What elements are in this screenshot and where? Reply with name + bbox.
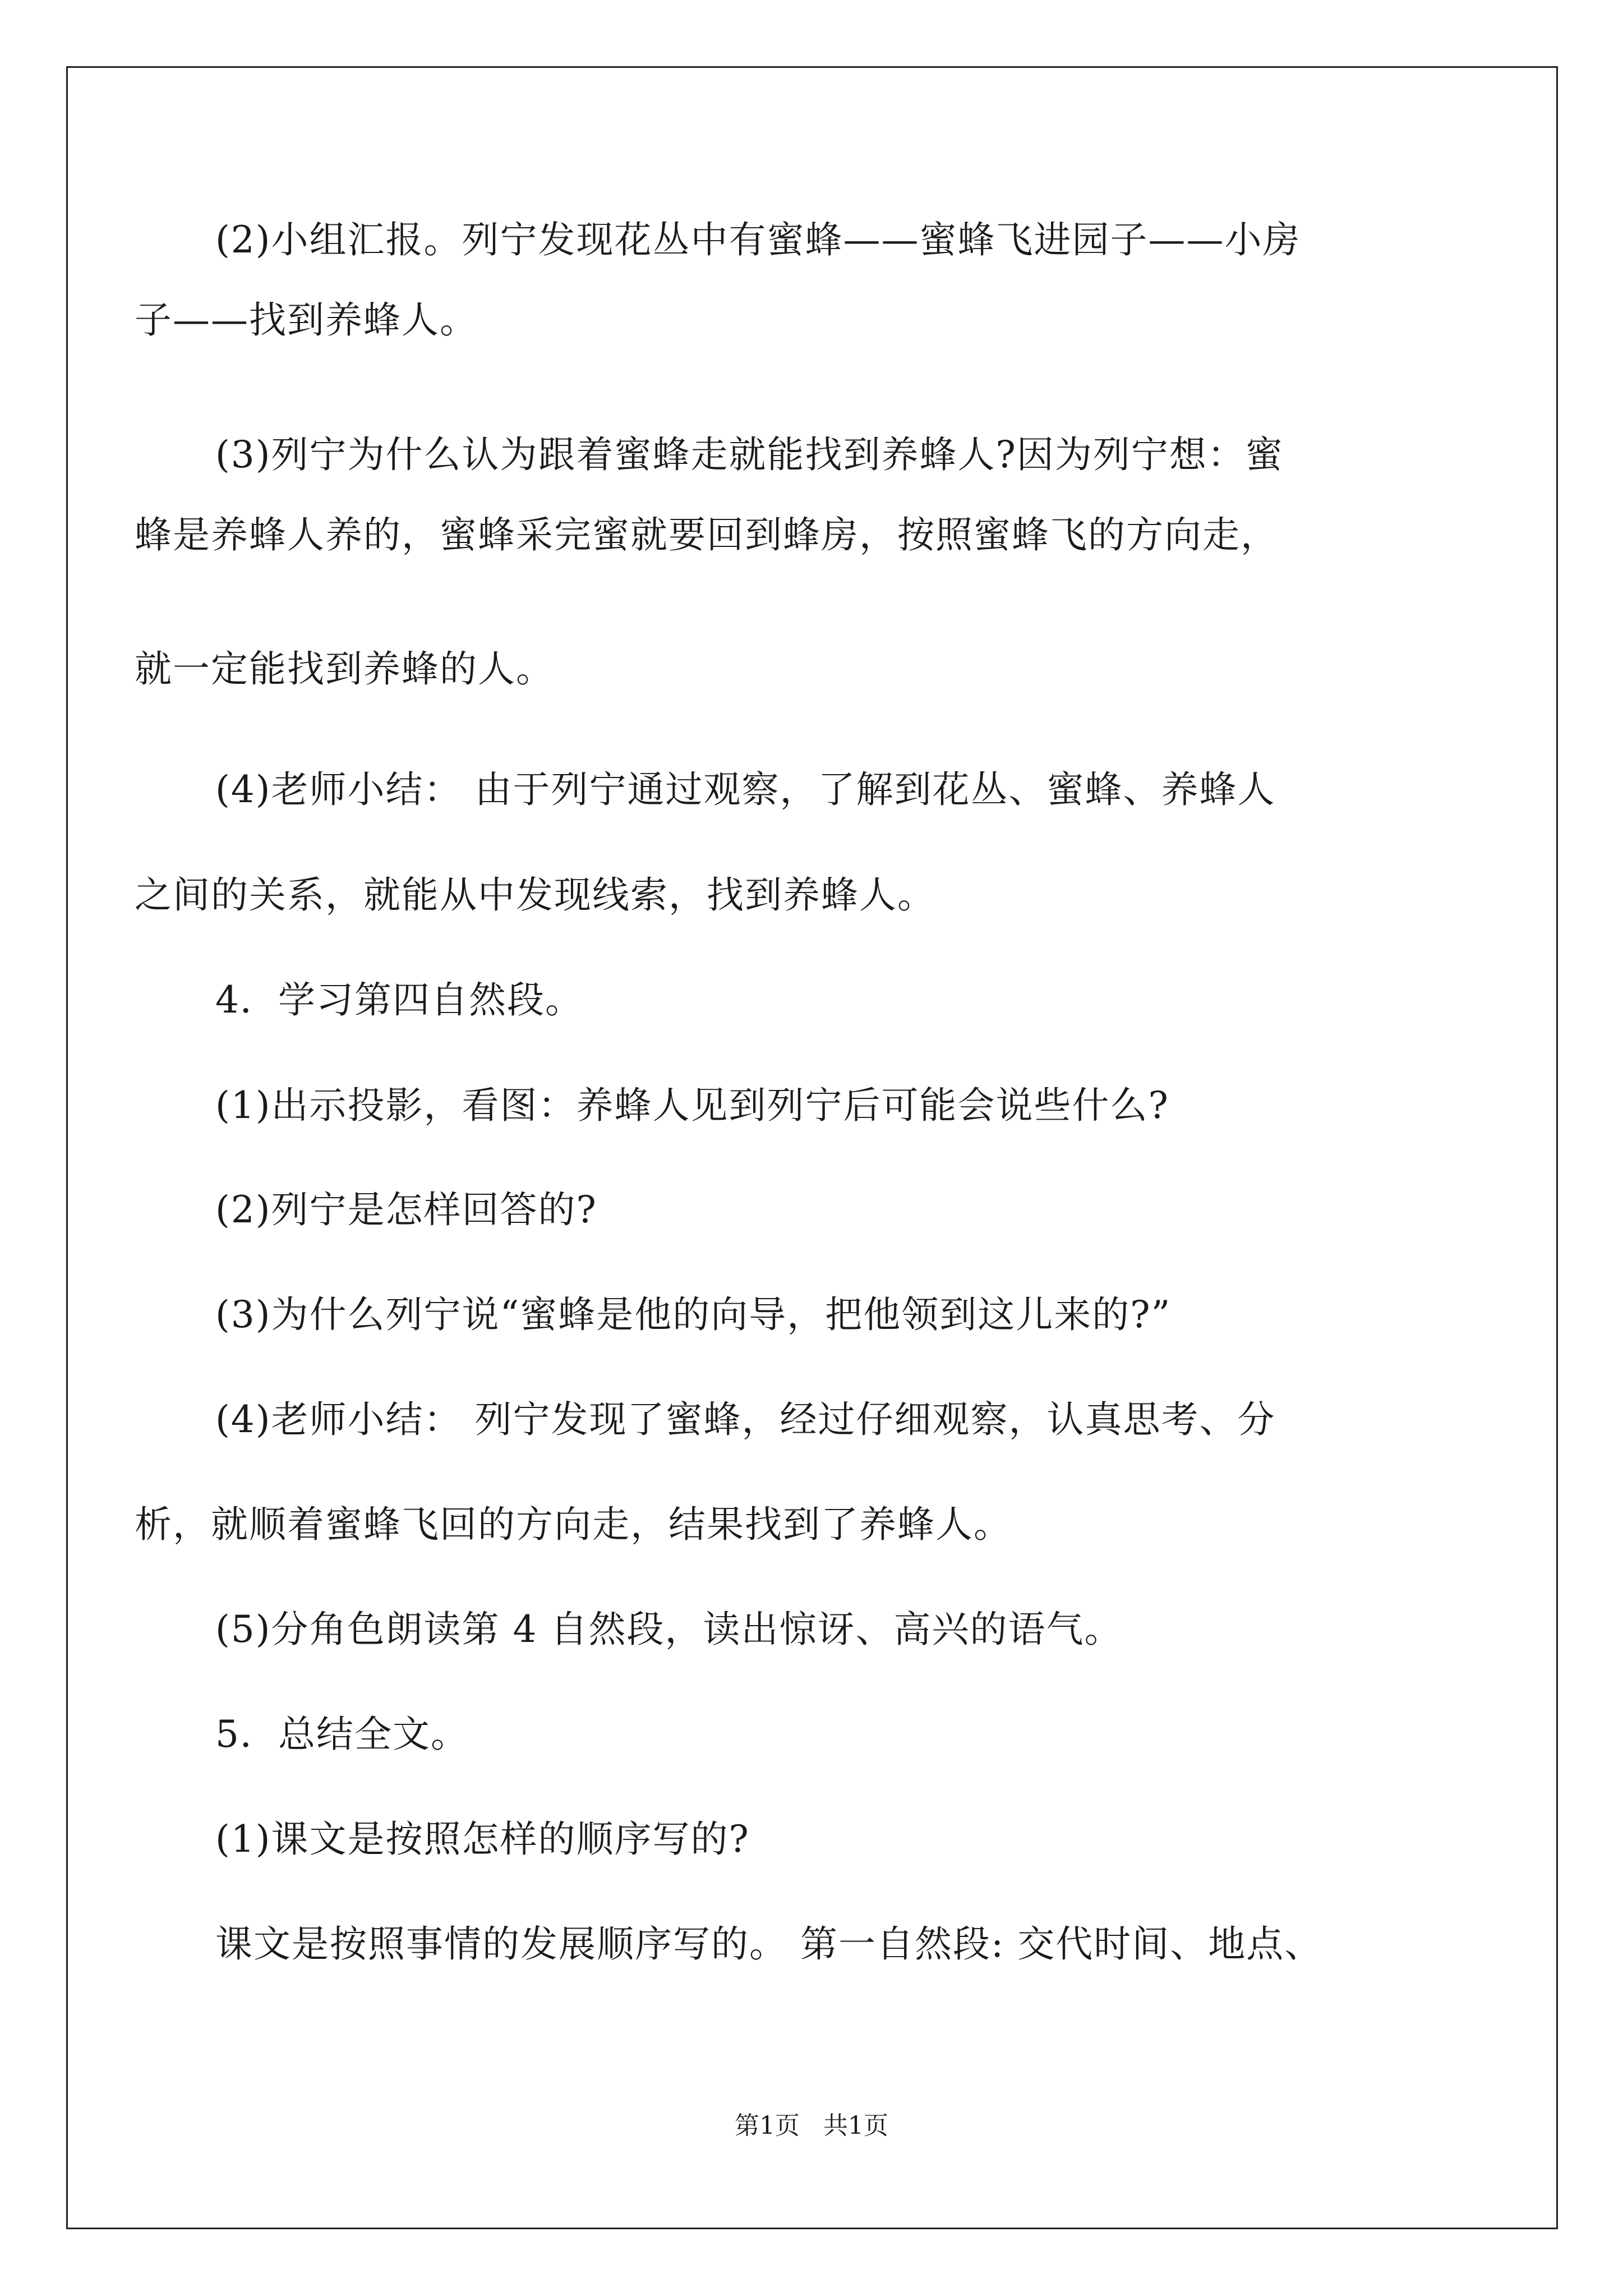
text-line: 之间的关系，就能从中发现线索，找到养蜂人。 bbox=[135, 873, 935, 917]
text-line: (4)老师小结： 列宁发现了蜜蜂，经过仔细观察，认真思考、分 bbox=[215, 1398, 1276, 1441]
text-line: 蜂是养蜂人养的，蜜蜂采完蜜就要回到蜂房，按照蜜蜂飞的方向走， bbox=[135, 513, 1279, 556]
text-line: 就一定能找到养蜂的人。 bbox=[135, 647, 554, 691]
text-line: (1)课文是按照怎样的顺序写的? bbox=[215, 1818, 750, 1861]
text-line: (4)老师小结： 由于列宁通过观察，了解到花丛、蜜蜂、养蜂人 bbox=[215, 768, 1276, 811]
text-line: (1)出示投影，看图：养蜂人见到列宁后可能会说些什么? bbox=[215, 1084, 1169, 1127]
page-footer bbox=[0, 2109, 1623, 2143]
text-line: (3)列宁为什么认为跟着蜜蜂走就能找到养蜂人?因为列宁想：蜜 bbox=[215, 433, 1284, 476]
text-line: 4．学习第四自然段。 bbox=[215, 978, 583, 1022]
page-number: 第1页 bbox=[735, 2111, 800, 2140]
text-line: 子——找到养蜂人。 bbox=[135, 298, 478, 342]
text-line: 5．总结全文。 bbox=[215, 1713, 469, 1756]
page-total: 共1页 bbox=[823, 2111, 888, 2140]
text-line: (3)为什么列宁说“蜜蜂是他的向导，把他领到这儿来的?” bbox=[215, 1293, 1172, 1336]
page-border bbox=[66, 66, 1558, 2229]
text-line: 析，就顺着蜜蜂飞回的方向走，结果找到了养蜂人。 bbox=[135, 1503, 1012, 1546]
text-line: (2)小组汇报。列宁发现花丛中有蜜蜂——蜜蜂飞进园子——小房 bbox=[215, 218, 1301, 261]
text-line: 课文是按照事情的发展顺序写的。 第一自然段: 交代时间、地点、 bbox=[215, 1922, 1323, 1966]
text-line: (5)分角色朗读第 4 自然段，读出惊讶、高兴的语气。 bbox=[215, 1608, 1123, 1651]
text-line: (2)列宁是怎样回答的? bbox=[215, 1188, 597, 1231]
